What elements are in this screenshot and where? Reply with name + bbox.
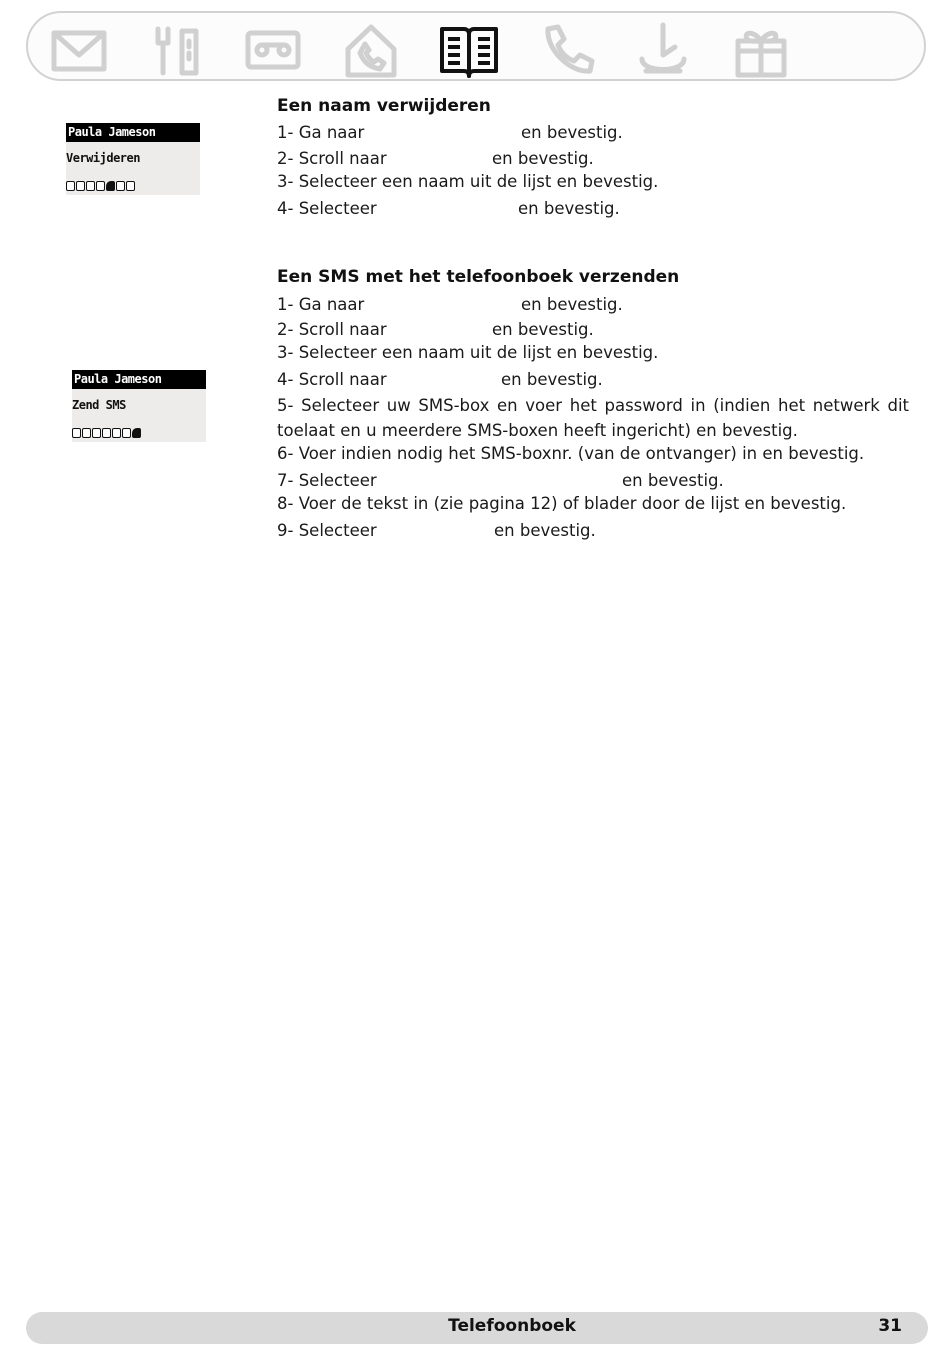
step-1: 1- Ga naar en bevestig. [277,295,623,314]
lcd-action-label: Zend SMS [72,398,126,412]
menu-dot [86,181,95,191]
phonebook-icon [438,19,500,81]
menu-dot [76,181,85,191]
step-8: 8- Voer de tekst in (zie pagina 12) of blader door de lijst en bevestig. [277,494,847,513]
handset-icon [534,19,596,81]
step-1: 1- Ga naar en bevestig. [277,123,623,142]
menu-dot-active [106,181,115,191]
menu-dot [66,181,75,191]
step-3: 3- Selecteer een naam uit de lijst en bevestig. [277,343,659,362]
timer-icon [632,19,694,81]
step-3: 3- Selecteer een naam uit de lijst en bevestig. [277,172,659,191]
menu-dot [116,181,125,191]
cassette-icon [242,19,304,81]
page-footer [26,1312,928,1344]
lcd-menu-indicator [66,181,135,193]
menu-dot [126,181,135,191]
footer-chapter-title: Telefoonboek [448,1316,576,1336]
section-heading-send-sms: Een SMS met het telefoonboek verzenden [277,267,680,287]
menu-dot [112,428,121,438]
menu-dot [72,428,81,438]
tools-icon [146,19,208,81]
lcd-preview-send-sms [72,370,206,442]
step-7: 7- Selecteer en bevestig. [277,471,724,490]
step-2: 2- Scroll naar en bevestig. [277,320,594,339]
menu-dot [82,428,91,438]
menu-dot [102,428,111,438]
step-4: 4- Scroll naar en bevestig. [277,370,603,389]
step-5: 5- Selecteer uw SMS-box en voer het password in (indien het netwerk dit toelaat en u meerdere SMS-boxen heeft ingericht) en bevestig. [277,396,909,440]
lcd-action-label: Verwijderen [66,151,140,165]
step-9: 9- Selecteer en bevestig. [277,521,596,540]
step-4: 4- Selecteer en bevestig. [277,199,620,218]
section-icon-bar [26,11,926,81]
menu-dot [92,428,101,438]
section-heading-delete: Een naam verwijderen [277,96,491,116]
envelope-icon [48,19,110,81]
menu-dot-active [132,428,141,438]
step-2: 2- Scroll naar en bevestig. [277,149,594,168]
menu-dot [122,428,131,438]
page-number: 31 [878,1316,902,1336]
lcd-menu-indicator [72,428,141,440]
lcd-preview-delete [66,123,200,195]
lcd-contact-name: Paula Jameson [66,123,200,142]
menu-dot [96,181,105,191]
phone-house-icon [340,19,402,81]
gift-icon [730,19,792,81]
lcd-contact-name: Paula Jameson [72,370,206,389]
step-6: 6- Voer indien nodig het SMS-boxnr. (van de ontvanger) in en bevestig. [277,444,865,463]
